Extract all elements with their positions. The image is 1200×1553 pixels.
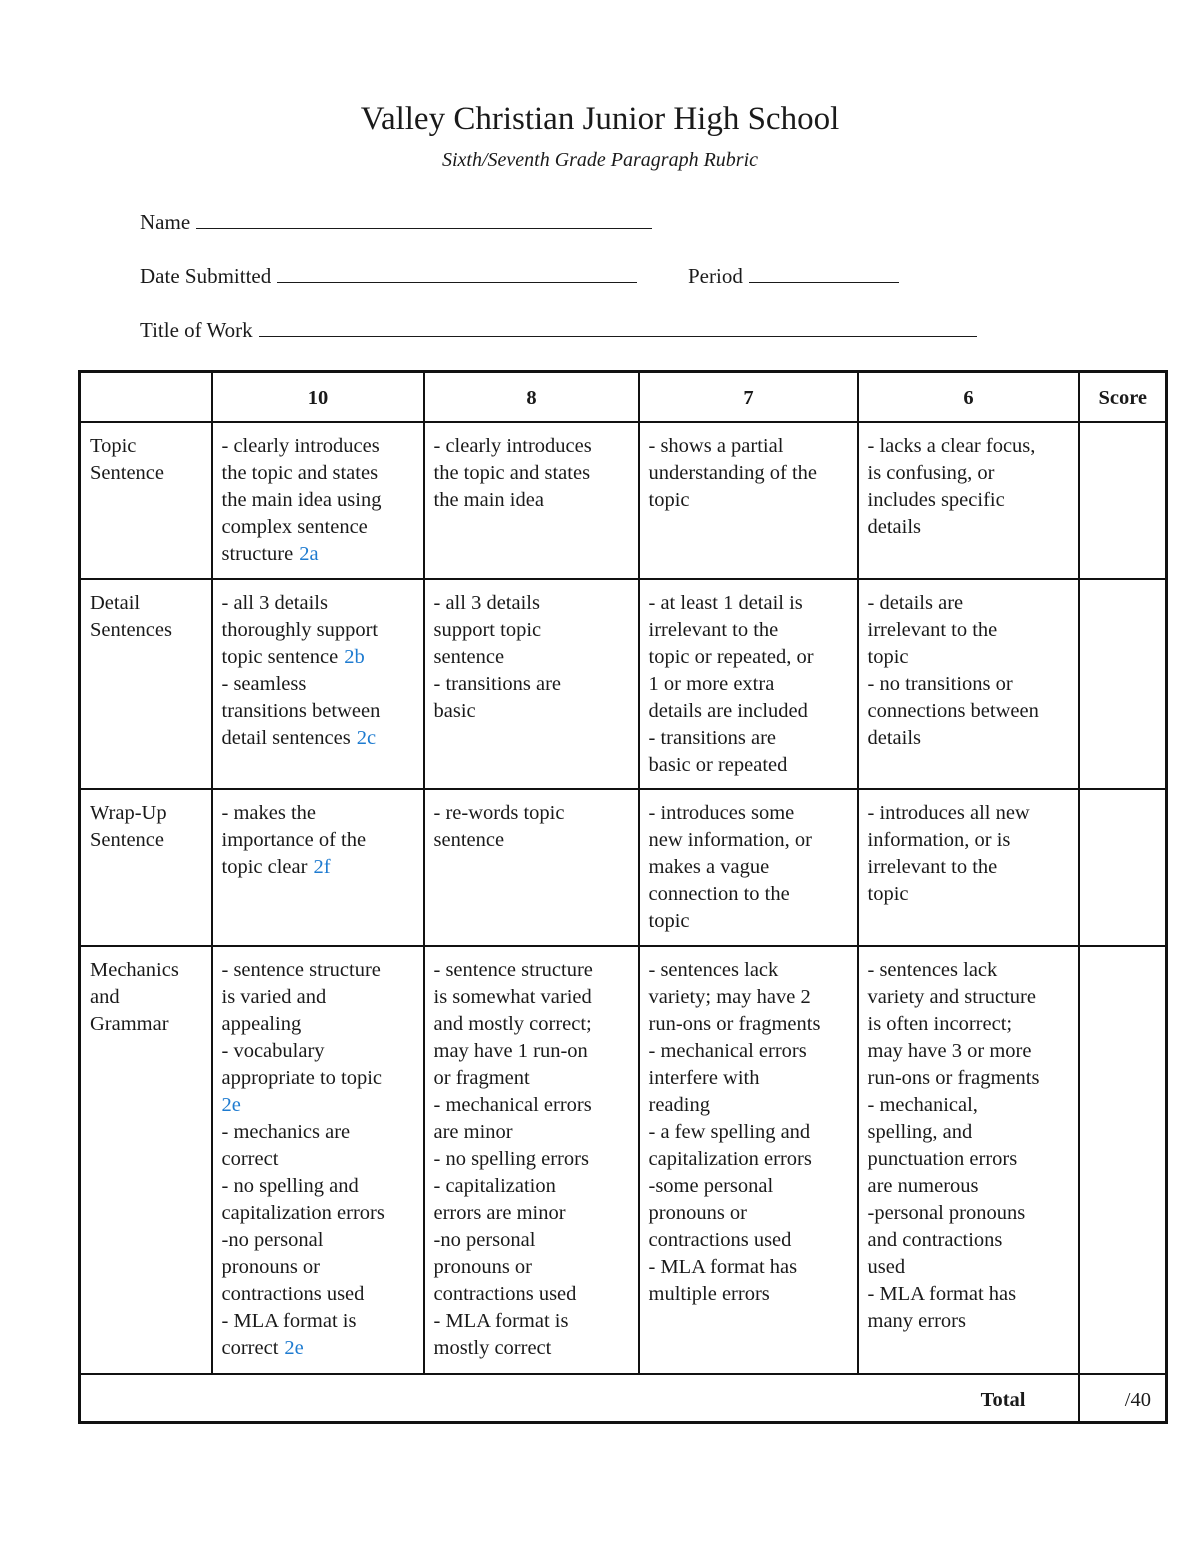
descriptor-line: detail sentences 2c — [221, 727, 377, 749]
descriptor-line: may have 3 or more — [867, 1040, 1032, 1062]
descriptor-line: topic — [867, 646, 909, 668]
descriptor-line: - introduces all new — [867, 802, 1030, 824]
descriptor-line: appropriate to topic — [221, 1067, 383, 1089]
criterion-label: Mechanics — [90, 959, 179, 981]
descriptor-cell — [424, 422, 639, 579]
descriptor-line: - no spelling errors — [433, 1148, 589, 1170]
column-header-6: 6 — [858, 372, 1079, 423]
total-label-cell — [80, 1374, 1079, 1423]
descriptor-line: - sentences lack — [867, 959, 998, 981]
descriptor-cell — [639, 789, 858, 946]
criterion-cell — [80, 789, 212, 946]
descriptor-line: pronouns or — [433, 1256, 533, 1278]
name-label: Name — [140, 210, 191, 234]
descriptor-line: multiple errors — [648, 1283, 770, 1305]
rubric-row — [80, 946, 1167, 1374]
date-blank[interactable] — [277, 262, 637, 283]
total-value-cell[interactable] — [1079, 1374, 1167, 1423]
descriptor-line: pronouns or — [648, 1202, 748, 1224]
descriptor-line: mostly correct — [433, 1337, 552, 1359]
descriptor-line: connection to the — [648, 883, 790, 905]
descriptor-line: - at least 1 detail is — [648, 592, 803, 614]
descriptor-line: - MLA format has — [867, 1283, 1017, 1305]
descriptor-cell — [212, 579, 424, 789]
descriptor-line: support topic — [433, 619, 542, 641]
column-header-score: Score — [1079, 372, 1167, 423]
descriptor-cell — [639, 422, 858, 579]
descriptor-line: makes a vague — [648, 856, 770, 878]
descriptor-line: is confusing, or — [867, 462, 995, 484]
descriptor-line: interfere with — [648, 1067, 760, 1089]
descriptor-line: -some personal — [648, 1175, 774, 1197]
rubric-row — [80, 422, 1167, 579]
title-blank[interactable] — [259, 316, 977, 337]
descriptor-line: contractions used — [433, 1283, 577, 1305]
descriptor-line: the main idea using — [221, 489, 382, 511]
descriptor-line: new information, or — [648, 829, 812, 851]
descriptor-line: details — [867, 727, 922, 749]
school-title: Valley Christian Junior High School — [360, 101, 840, 137]
criterion-label: Sentence — [90, 462, 164, 484]
descriptor-cell — [212, 946, 424, 1374]
descriptor-line: - mechanical errors — [648, 1040, 807, 1062]
descriptor-line: variety; may have 2 — [648, 986, 811, 1008]
descriptor-line: 2e — [221, 1094, 241, 1116]
descriptor-cell — [858, 422, 1079, 579]
descriptor-line: contractions used — [221, 1283, 365, 1305]
name-field — [140, 208, 652, 236]
criterion-label: Sentence — [90, 829, 164, 851]
criterion-cell — [80, 579, 212, 789]
score-cell[interactable] — [1079, 579, 1167, 789]
descriptor-line: topic sentence 2b — [221, 646, 365, 668]
descriptor-line: understanding of the — [648, 462, 818, 484]
descriptor-line: basic — [433, 700, 476, 722]
column-header-10: 10 — [212, 372, 424, 423]
descriptor-cell — [639, 946, 858, 1374]
descriptor-cell — [424, 579, 639, 789]
descriptor-cell — [212, 422, 424, 579]
descriptor-line: complex sentence — [221, 516, 368, 538]
descriptor-line: topic — [648, 910, 690, 932]
descriptor-line: includes specific — [867, 489, 1005, 511]
criterion-cell — [80, 422, 212, 579]
descriptor-line: details are included — [648, 700, 808, 722]
period-label: Period — [688, 264, 743, 288]
descriptor-line: - lacks a clear focus, — [867, 435, 1036, 457]
descriptor-line: correct — [221, 1148, 279, 1170]
descriptor-line: - no transitions or — [867, 673, 1013, 695]
descriptor-line: structure 2a — [221, 543, 319, 565]
column-header-8: 8 — [424, 372, 639, 423]
descriptor-line: - sentence structure — [433, 959, 593, 981]
descriptor-line: - no spelling and — [221, 1175, 359, 1197]
descriptor-line: details — [867, 516, 922, 538]
descriptor-line: importance of the — [221, 829, 367, 851]
descriptor-line: run-ons or fragments — [648, 1013, 821, 1035]
descriptor-line: used — [867, 1256, 906, 1278]
standard-reference: 2e — [284, 1337, 304, 1359]
descriptor-line: and contractions — [867, 1229, 1003, 1251]
descriptor-line: are numerous — [867, 1175, 979, 1197]
descriptor-line: punctuation errors — [867, 1148, 1018, 1170]
descriptor-line: basic or repeated — [648, 754, 788, 776]
standard-reference: 2c — [356, 727, 377, 749]
standard-reference: 2b — [344, 646, 365, 668]
descriptor-line: information, or is — [867, 829, 1011, 851]
descriptor-line: topic — [648, 489, 690, 511]
descriptor-line: transitions between — [221, 700, 381, 722]
descriptor-cell — [424, 946, 639, 1374]
descriptor-line: correct 2e — [221, 1337, 304, 1359]
descriptor-line: - transitions are — [433, 673, 562, 695]
descriptor-line: - mechanical, — [867, 1094, 978, 1116]
descriptor-line: reading — [648, 1094, 710, 1116]
descriptor-line: contractions used — [648, 1229, 792, 1251]
descriptor-line: - sentences lack — [648, 959, 779, 981]
descriptor-line: - re-words topic — [433, 802, 565, 824]
descriptor-line: - makes the — [221, 802, 316, 824]
descriptor-line: - clearly introduces — [433, 435, 592, 457]
descriptor-line: is often incorrect; — [867, 1013, 1013, 1035]
descriptor-line: the main idea — [433, 489, 544, 511]
descriptor-line: appealing — [221, 1013, 302, 1035]
descriptor-line: capitalization errors — [648, 1148, 812, 1170]
title-field — [140, 316, 977, 344]
descriptor-line: and mostly correct; — [433, 1013, 592, 1035]
standard-reference: 2a — [299, 543, 319, 565]
standard-reference: 2f — [313, 856, 331, 878]
column-header-7: 7 — [639, 372, 858, 423]
descriptor-line: irrelevant to the — [648, 619, 779, 641]
descriptor-line: - shows a partial — [648, 435, 784, 457]
descriptor-line: the topic and states — [221, 462, 379, 484]
descriptor-line: thoroughly support — [221, 619, 379, 641]
rubric-subtitle: Sixth/Seventh Grade Paragraph Rubric — [441, 149, 759, 171]
descriptor-line: may have 1 run-on — [433, 1040, 588, 1062]
descriptor-line: - mechanical errors — [433, 1094, 592, 1116]
header-row — [80, 372, 1167, 423]
rubric-row — [80, 789, 1167, 946]
date-label: Date Submitted — [140, 264, 272, 288]
score-cell[interactable] — [1079, 789, 1167, 946]
criterion-label: Topic — [90, 435, 137, 457]
descriptor-line: capitalization errors — [221, 1202, 385, 1224]
descriptor-line: - a few spelling and — [648, 1121, 811, 1143]
descriptor-line: -personal pronouns — [867, 1202, 1026, 1224]
descriptor-line: - MLA format has — [648, 1256, 798, 1278]
descriptor-line: the topic and states — [433, 462, 591, 484]
descriptor-line: topic — [867, 883, 909, 905]
criterion-label: and — [90, 986, 120, 1008]
descriptor-line: or fragment — [433, 1067, 530, 1089]
descriptor-line: topic or repeated, or — [648, 646, 814, 668]
descriptor-line: - mechanics are — [221, 1121, 351, 1143]
descriptor-line: pronouns or — [221, 1256, 321, 1278]
name-blank[interactable] — [196, 208, 652, 229]
descriptor-line: - transitions are — [648, 727, 777, 749]
descriptor-line: - MLA format is — [221, 1310, 357, 1332]
criterion-label: Detail — [90, 592, 141, 614]
descriptor-line: - sentence structure — [221, 959, 381, 981]
criterion-label: Sentences — [90, 619, 172, 641]
descriptor-cell — [639, 579, 858, 789]
descriptor-line: run-ons or fragments — [867, 1067, 1040, 1089]
score-cell[interactable] — [1079, 946, 1167, 1374]
descriptor-line: - clearly introduces — [221, 435, 380, 457]
descriptor-line: - details are — [867, 592, 964, 614]
descriptor-line: variety and structure — [867, 986, 1036, 1008]
descriptor-line: many errors — [867, 1310, 966, 1332]
period-blank[interactable] — [749, 262, 899, 283]
descriptor-line: spelling, and — [867, 1121, 973, 1143]
descriptor-line: - introduces some — [648, 802, 795, 824]
descriptor-line: is varied and — [221, 986, 327, 1008]
descriptor-line: - seamless — [221, 673, 307, 695]
descriptor-line: sentence — [433, 829, 505, 851]
descriptor-line: - vocabulary — [221, 1040, 325, 1062]
rubric-row — [80, 579, 1167, 789]
total-label: Total — [980, 1389, 1026, 1411]
criterion-label: Grammar — [90, 1013, 169, 1035]
descriptor-line: - MLA format is — [433, 1310, 569, 1332]
descriptor-line: -no personal — [221, 1229, 324, 1251]
descriptor-line: -no personal — [433, 1229, 536, 1251]
descriptor-line: are minor — [433, 1121, 513, 1143]
criterion-cell — [80, 946, 212, 1374]
date-field — [140, 262, 637, 290]
score-cell[interactable] — [1079, 422, 1167, 579]
descriptor-line: irrelevant to the — [867, 856, 998, 878]
descriptor-line: irrelevant to the — [867, 619, 998, 641]
title-label: Title of Work — [140, 318, 253, 342]
descriptor-cell — [424, 789, 639, 946]
descriptor-line: topic clear 2f — [221, 856, 331, 878]
descriptor-line: - capitalization — [433, 1175, 556, 1197]
rubric-table — [78, 370, 1168, 1424]
descriptor-line: is somewhat varied — [433, 986, 592, 1008]
descriptor-cell — [858, 946, 1079, 1374]
total-row — [80, 1374, 1167, 1423]
total-value: /40 — [1124, 1389, 1151, 1411]
descriptor-line: connections between — [867, 700, 1039, 722]
descriptor-cell — [858, 789, 1079, 946]
descriptor-line: sentence — [433, 646, 505, 668]
descriptor-line: errors are minor — [433, 1202, 566, 1224]
descriptor-cell — [858, 579, 1079, 789]
descriptor-line: 1 or more extra — [648, 673, 775, 695]
descriptor-line: - all 3 details — [221, 592, 328, 614]
criterion-label: Wrap-Up — [90, 802, 167, 824]
descriptor-line: - all 3 details — [433, 592, 540, 614]
descriptor-cell — [212, 789, 424, 946]
period-field — [688, 262, 899, 290]
header-blank-cell — [80, 372, 212, 423]
